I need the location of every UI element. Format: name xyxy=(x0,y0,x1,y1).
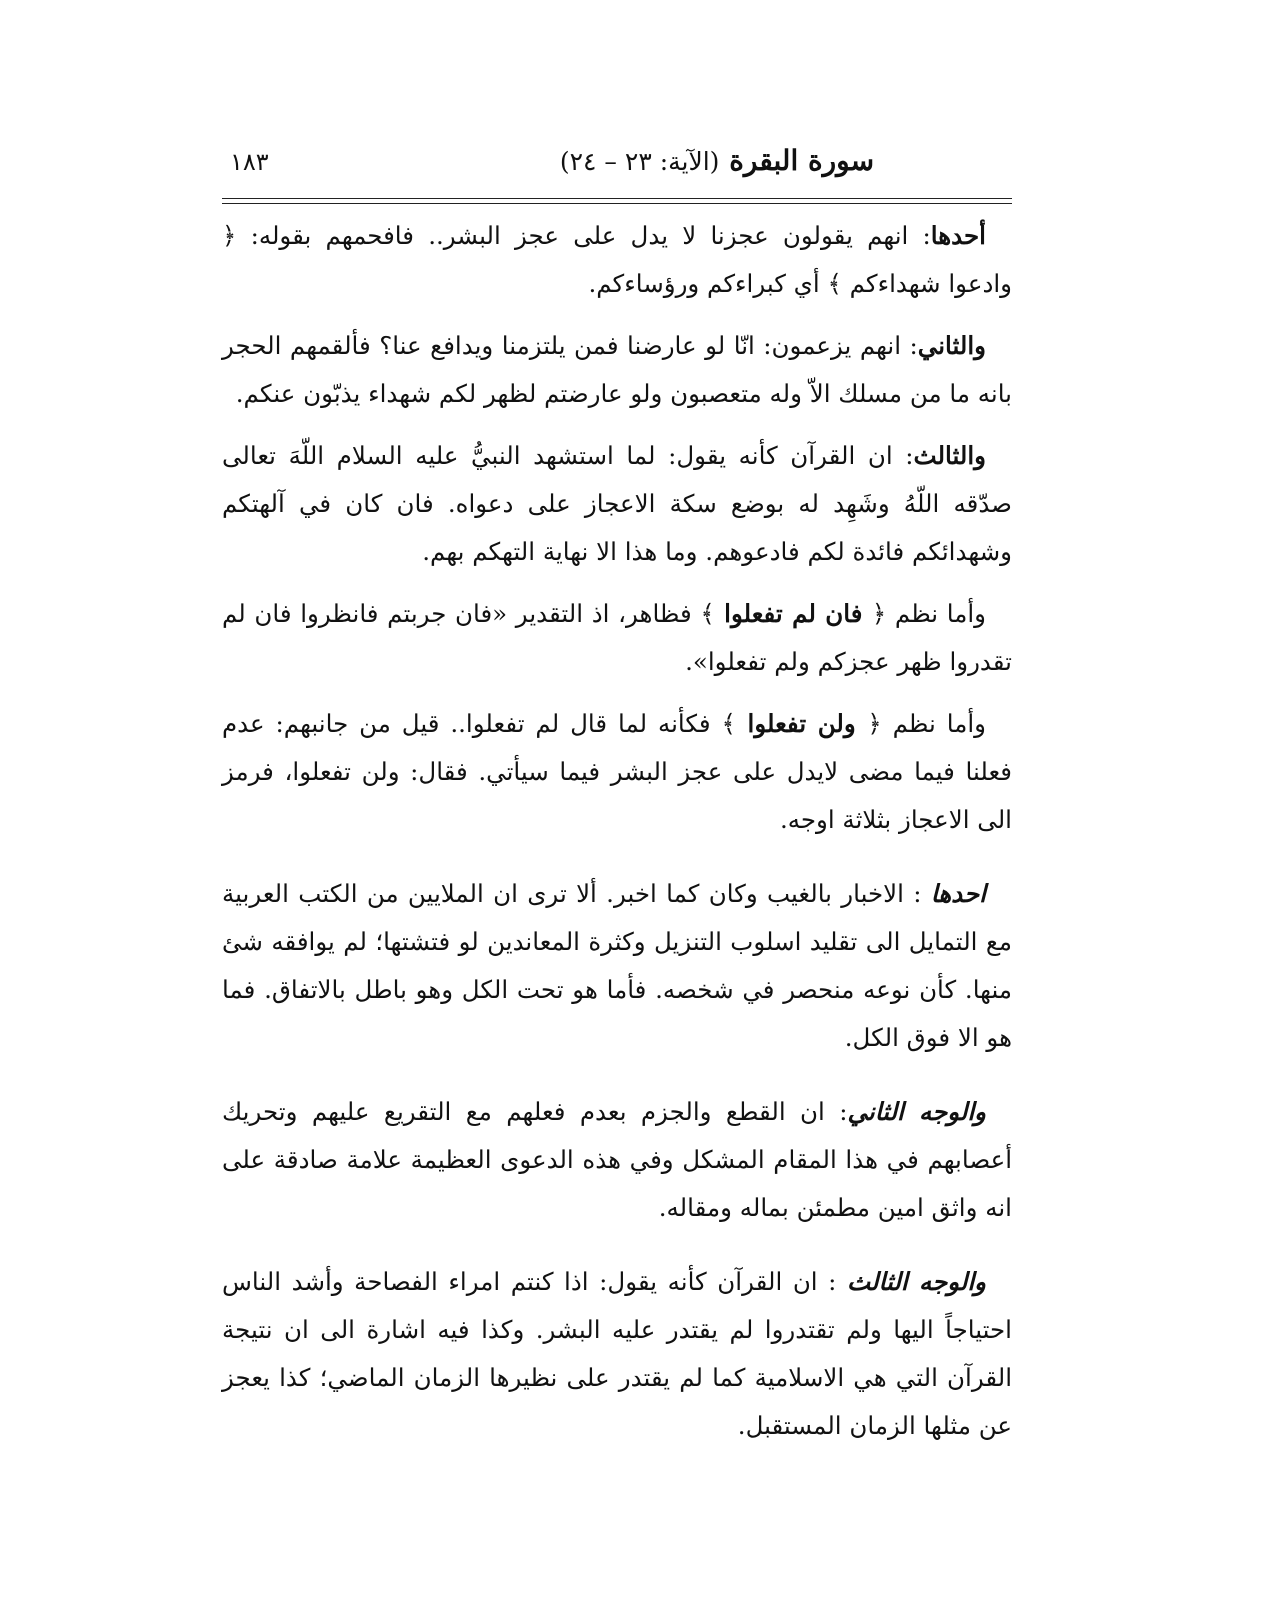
paragraph-aspect-third xyxy=(222,1258,1012,1450)
quoted-verse: ولن تفعلوا xyxy=(735,709,868,738)
surah-name: سورة البقرة xyxy=(729,144,875,177)
paragraph-prefix: وأما نظم ﴿ xyxy=(871,599,986,628)
paragraph-lead: والوجه الثاني xyxy=(847,1097,986,1126)
page-header xyxy=(222,140,1012,200)
paragraph-lead: والثالث xyxy=(913,441,986,470)
paragraph-third-point xyxy=(222,432,1012,576)
paragraph-text: : ان القطع والجزم بعدم فعلهم مع التقريع عليهم وتحريك أعصابهم في هذا المقام المشكل وفي هذه الدعوى العظيمة علامة صادقة على انه واثق امين مطمئن بماله ومقاله. xyxy=(222,1097,1012,1222)
quoted-verse: فان لم تفعلوا xyxy=(714,599,872,628)
verse-reference: (الآية: ٢٣ – ٢٤) xyxy=(559,147,720,176)
paragraph-first-point xyxy=(222,212,1012,308)
paragraph-suffix: ﴾ فكأنه لما قال لم تفعلوا.. قيل من جانبهم: عدم فعلنا فيما مضى لايدل على عجز البشر فيما سيأتي. فقال: ولن تفعلوا، فرمز الى الاعجاز بثلاثة اوجه. xyxy=(222,709,1012,834)
paragraph-lead: احدها xyxy=(930,879,986,908)
paragraph-second-point xyxy=(222,322,1012,418)
paragraph-text: : ان القرآن كأنه يقول: لما استشهد النبيُّ عليه السلام اللّهَ تعالى صدّقه اللّهُ وشَهِد له بوضع سكة الاعجاز على دعواه. فان كان في آلهتكم وشهدائكم فائدة لكم فادعوهم. وما هذا الا نهاية التهكم بهم. xyxy=(222,441,1012,566)
paragraph-text: : انهم يقولون عجزنا لا يدل على عجز البشر.. فافحمهم بقوله: ﴿ وادعوا شهداءكم ﴾ أي كبراءكم ورؤساءكم. xyxy=(222,221,1012,298)
running-title xyxy=(442,144,992,177)
paragraph-text: : انهم يزعمون: انّا لو عارضنا فمن يلتزمنا ويدافع عنا؟ فألقمهم الحجر بانه ما من مسلك الاّ وله متعصبون ولو عارضتم لظهر لكم شهداء يذبّون عنكم. xyxy=(222,331,1012,408)
paragraph-aspect-second xyxy=(222,1088,1012,1232)
paragraph-lead: أحدها xyxy=(930,221,986,250)
header-divider-bottom xyxy=(222,203,1012,204)
paragraph-lead: والوجه الثالث xyxy=(847,1267,986,1296)
paragraph-nazm-first xyxy=(222,590,1012,686)
paragraph-nazm-second xyxy=(222,700,1012,844)
paragraph-suffix: ﴾ فظاهر، اذ التقدير «فان جربتم فانظروا فان لم تقدروا ظهر عجزكم ولم تفعلوا». xyxy=(222,599,1012,676)
paragraph-lead: والثاني xyxy=(917,331,986,360)
header-divider-top xyxy=(222,198,1012,199)
paragraph-prefix: وأما نظم ﴿ xyxy=(867,709,986,738)
paragraph-text: : ان القرآن كأنه يقول: اذا كنتم امراء الفصاحة وأشد الناس احتياجاً اليها ولم تقتدروا لم يقتدر عليه البشر. وكذا فيه اشارة الى ان نتيجة القرآن التي هي الاسلامية كما لم يقتدر على نظيرها الزمان الماضي؛ كذا يعجز عن مثلها الزمان المستقبل. xyxy=(222,1267,1012,1440)
paragraph-text: : الاخبار بالغيب وكان كما اخبر. ألا ترى ان الملايين من الكتب العربية مع التمايل الى تقليد اسلوب التنزيل وكثرة المعاندين لو فتشتها؛ لم يوافقه شئ منها. كأن نوعه منحصر في شخصه. فأما هو تحت الكل وهو باطل بالاتفاق. فما هو الا فوق الكل. xyxy=(222,879,1012,1052)
body-text xyxy=(222,212,1012,1464)
page-number: ١٨٣ xyxy=(230,148,269,176)
paragraph-aspect-first xyxy=(222,870,1012,1062)
